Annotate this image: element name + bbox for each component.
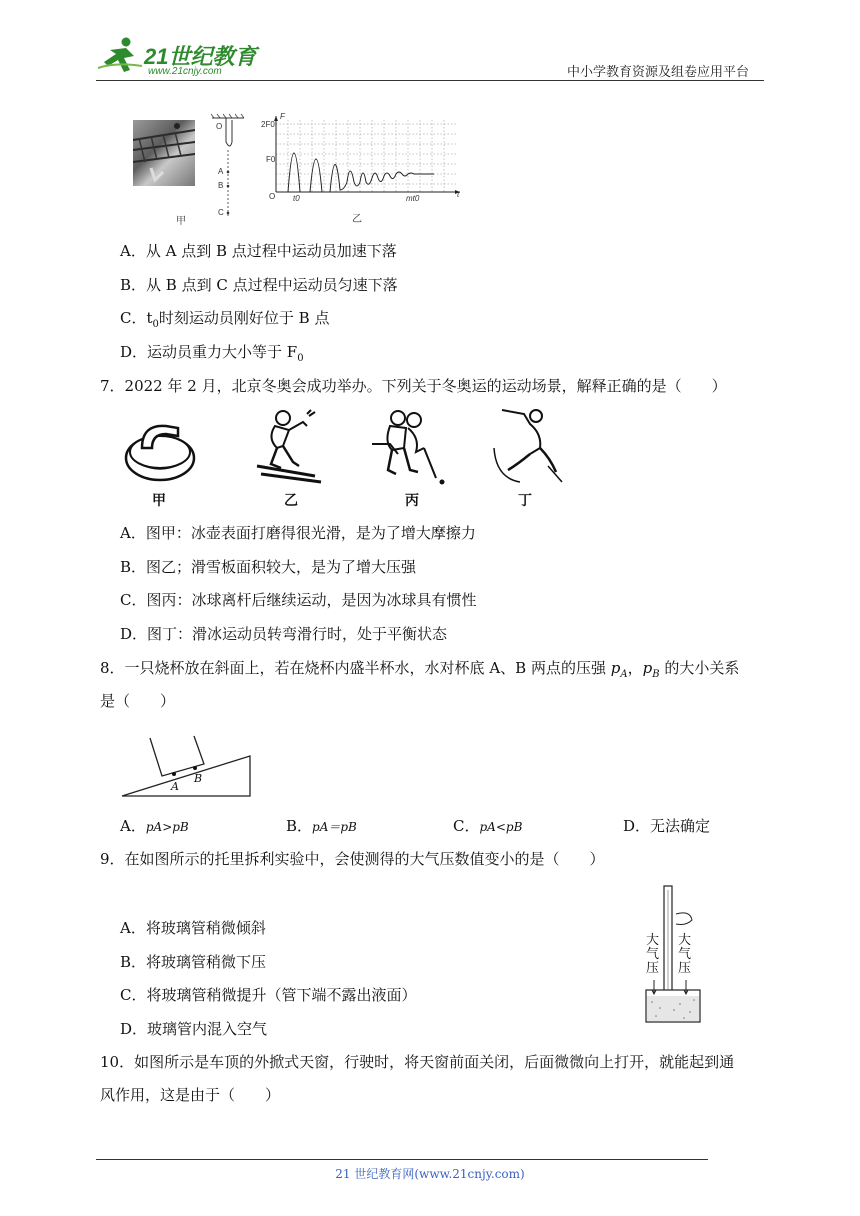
logo-url: www.21cnjy.com xyxy=(148,66,222,77)
q8-figure xyxy=(118,734,258,800)
footer-site-link[interactable]: 21 世纪教育网(www.21cnjy.com) xyxy=(335,1167,525,1181)
q6-figure xyxy=(130,112,470,227)
logo-text: 21世纪教育 xyxy=(144,44,257,69)
q6-option-d: D．运动员重力大小等于 $F_0$ xyxy=(120,343,304,364)
q8-stem-line2: 是（ ） xyxy=(100,692,176,710)
bridge-structure-icon xyxy=(133,120,195,186)
beaker-on-slope-diagram xyxy=(118,734,258,800)
skier-icon xyxy=(253,408,329,488)
ice-hockey-icon xyxy=(362,408,452,488)
point-o-label: O xyxy=(216,122,223,131)
figure-label-jia: 甲 xyxy=(152,493,166,509)
point-c-label: C xyxy=(218,208,224,217)
graph-axis-t: t xyxy=(457,190,460,199)
q8-option-a: A．pA>pB xyxy=(120,817,189,835)
header-divider xyxy=(96,80,764,81)
point-a-label: A xyxy=(218,167,224,176)
q9-option-a: A．将玻璃管稍微倾斜 xyxy=(120,919,266,937)
q10-stem-line1: 10．如图所示是车顶的外掀式天窗，行驶时，将天窗前面关闭，后面微微向上打开，就能起到通 xyxy=(100,1053,735,1071)
rope-diagram xyxy=(208,112,248,222)
graph-origin: O xyxy=(269,192,276,201)
atmospheric-pressure-label-right: 大气压 xyxy=(678,933,692,976)
q9-option-c: C．将玻璃管稍微提升（管下端不露出液面） xyxy=(120,986,417,1004)
graph-tick-mt0: mt0 xyxy=(406,194,420,203)
figure-label-yi: 乙 xyxy=(284,493,298,509)
q10-stem-line2: 风作用，这是由于（ ） xyxy=(100,1086,281,1104)
q6-option-a: A．从 A 点到 B 点过程中运动员加速下落 xyxy=(120,242,397,260)
q7-option-c: C．图丙：冰球离杆后继续运动，是因为冰球具有惯性 xyxy=(120,591,477,609)
q7-option-d: D．图丁：滑冰运动员转弯滑行时，处于平衡状态 xyxy=(120,625,448,643)
q9-torricelli-figure xyxy=(640,880,708,1026)
figure-label-ding: 丁 xyxy=(518,493,532,509)
q8-option-d: D．无法确定 xyxy=(623,817,711,835)
point-a-label: A xyxy=(171,780,179,793)
q9-stem: 9．在如图所示的托里拆利实验中，会使测得的大气压数值变小的是（ ） xyxy=(100,850,605,868)
graph-axis-f: F xyxy=(280,112,285,121)
graph-tick-2f0: 2F0 xyxy=(261,120,275,129)
force-time-graph xyxy=(264,112,464,204)
q8-stem: 8．一只烧杯放在斜面上，若在烧杯内盛半杯水，水对杯底 A、B 两点的压强 $p_A$，$p_B$ 的大小关系 xyxy=(100,659,740,680)
q9-option-d: D．玻璃管内混入空气 xyxy=(120,1020,268,1038)
graph-tick-t0: t0 xyxy=(293,194,300,203)
header-platform-title: 中小学教育资源及组卷应用平台 xyxy=(567,65,750,80)
footer-divider xyxy=(96,1159,708,1160)
figure-label-jia: 甲 xyxy=(176,216,186,227)
q7-stem: 7．2022 年 2 月，北京冬奥会成功举办。下列关于冬奥运的运动场景，解释正确的是（ ） xyxy=(100,377,727,395)
figure-label-yi: 乙 xyxy=(352,214,362,225)
header xyxy=(0,0,860,90)
site-logo xyxy=(96,36,266,78)
graph-tick-f0: F0 xyxy=(266,155,276,164)
q8-option-b: B．pA＝pB xyxy=(286,817,357,835)
point-b-label: B xyxy=(194,772,203,785)
q7-option-b: B．图乙；滑雪板面积较大，是为了增大压强 xyxy=(120,558,417,576)
curling-stone-icon xyxy=(120,412,200,484)
speed-skater-icon xyxy=(490,408,570,488)
q6-option-b: B．从 B 点到 C 点过程中运动员匀速下落 xyxy=(120,276,398,294)
point-b-label: B xyxy=(218,181,224,190)
runner-logo-icon xyxy=(96,36,146,76)
q9-option-b: B．将玻璃管稍微下压 xyxy=(120,953,267,971)
q7-figures xyxy=(118,408,578,512)
q8-option-c: C．pA<pB xyxy=(453,817,523,835)
figure-label-bing: 丙 xyxy=(405,493,419,509)
q6-option-c: C．$t_0$时刻运动员刚好位于 B 点 xyxy=(120,309,330,330)
bungee-photo xyxy=(133,120,195,186)
q7-option-a: A．图甲：冰壶表面打磨得很光滑，是为了增大摩擦力 xyxy=(120,524,476,542)
atmospheric-pressure-label-left: 大气压 xyxy=(646,933,660,976)
